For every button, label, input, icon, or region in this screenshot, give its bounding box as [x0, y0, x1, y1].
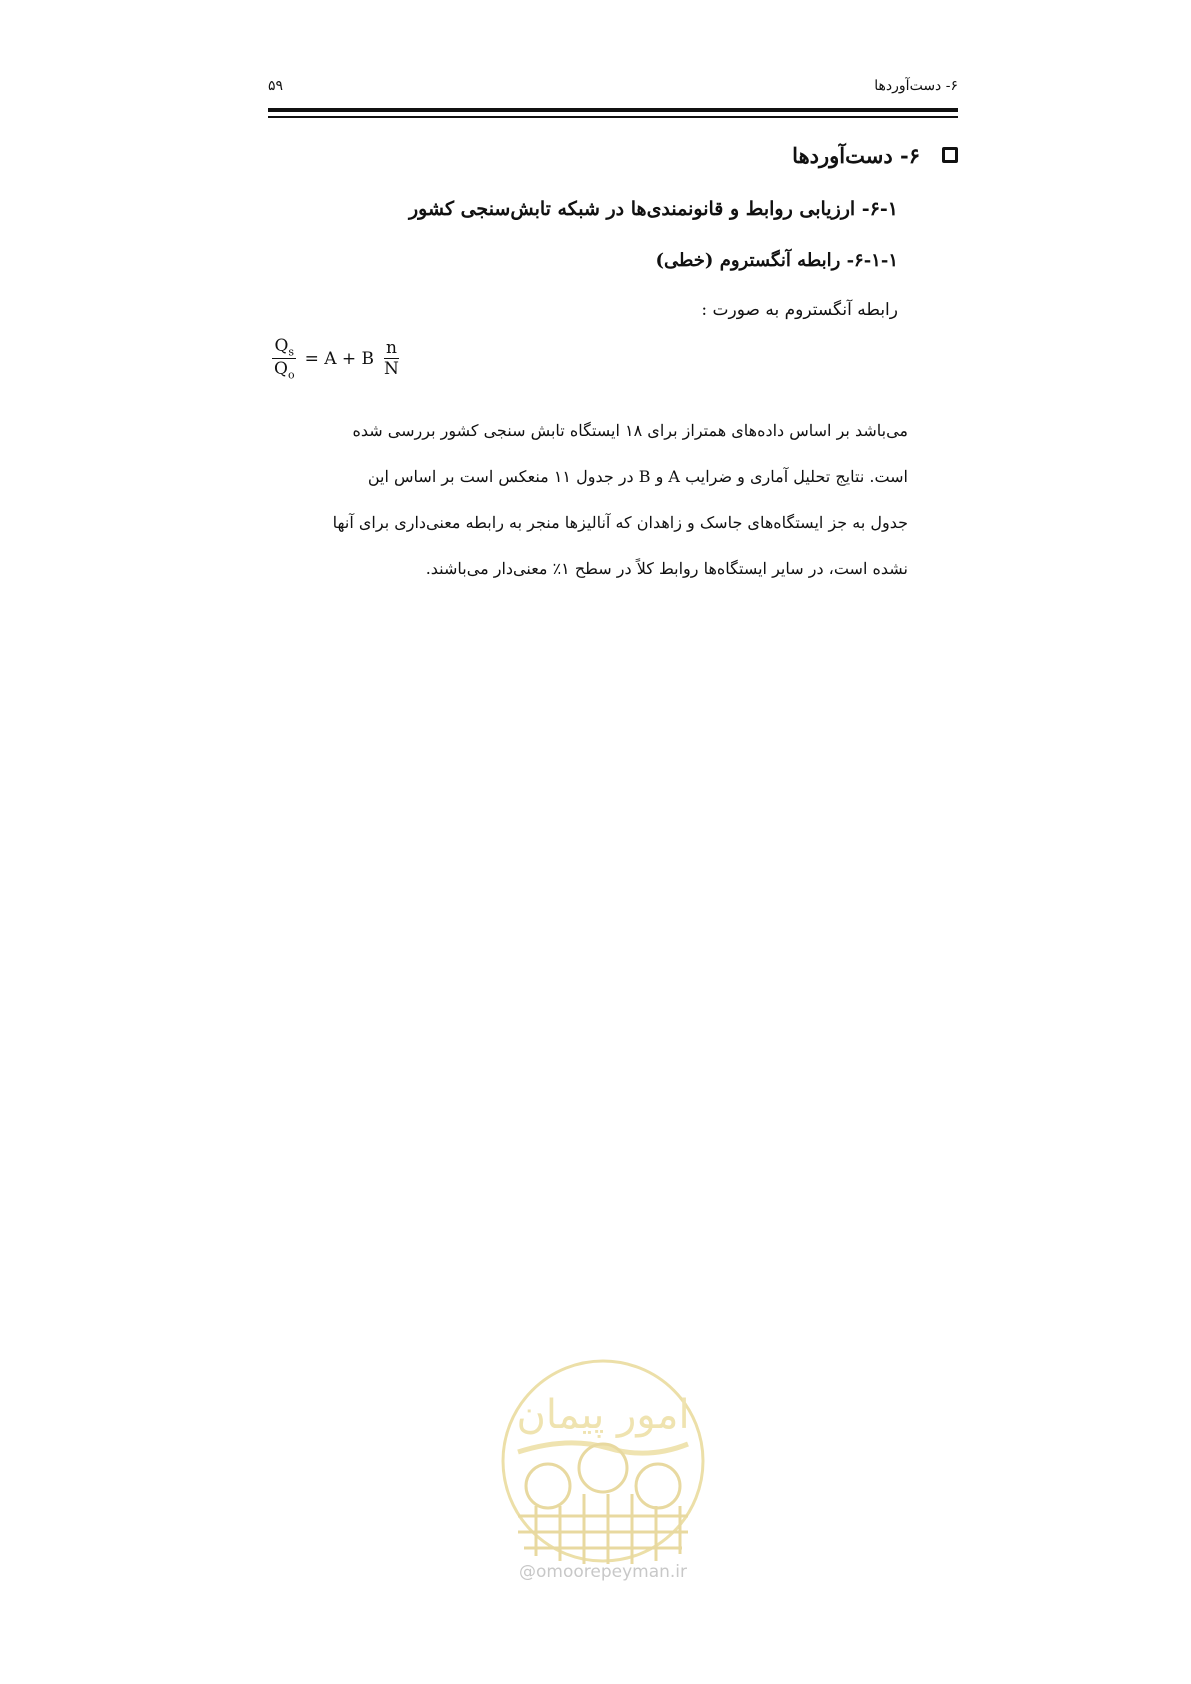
page-number: ۵۹ [268, 78, 284, 94]
paragraph-line: می‌باشد بر اساس داده‌های همتراز برای ۱۸ ایستگاه تابش سنجی کشور بررسی شده [352, 421, 908, 440]
formula-lhs-fraction [272, 338, 297, 381]
angstrom-formula [272, 338, 401, 381]
header-rule-thick [268, 108, 958, 112]
body-paragraph [268, 408, 908, 592]
watermark-logo [498, 1356, 708, 1566]
formula-rhs-denominator: N [384, 359, 399, 380]
formula-lhs-denominator-sub: o [287, 368, 295, 382]
section-title: ۶- دست‌آوردها [792, 142, 920, 168]
intro-text: رابطه آنگستروم به صورت : [701, 300, 898, 320]
subsection-heading: ۶-۱- ارزیابی روابط و قانونمندی‌ها در شبکه تابش‌سنجی کشور [409, 198, 898, 220]
running-title: ۶- دست‌آوردها [874, 78, 958, 94]
watermark-url: @omoorepeyman.ir [518, 1562, 688, 1582]
formula-lhs-numerator-sub: s [288, 345, 295, 359]
formula-lhs-denominator: Q [274, 359, 288, 380]
paragraph-line: است. نتایج تحلیل آماری و ضرایب A و B در جدول ۱۱ منعکس است بر اساس این [367, 467, 908, 486]
header-rule-thin [268, 116, 958, 118]
section-heading [792, 138, 958, 172]
checkbox-icon [942, 147, 958, 163]
formula-rhs-numerator: n [386, 338, 397, 359]
subsubsection-heading: ۶-۱-۱- رابطه آنگستروم (خطی) [655, 250, 898, 271]
formula-lhs-numerator: Q [274, 336, 289, 356]
formula-rhs-fraction [382, 340, 401, 378]
running-header [268, 76, 958, 102]
paragraph-line: جدول به جز ایستگاه‌های جاسک و زاهدان که آنالیزها منجر به رابطه معنی‌داری برای آنها [332, 513, 908, 532]
paragraph-line: نشده است، در سایر ایستگاه‌ها روابط کلاً در سطح ۱٪ معنی‌دار می‌باشند. [425, 559, 908, 578]
formula-middle: = A + B [304, 349, 375, 370]
watermark-logo-text: امور پیمان [516, 1392, 690, 1438]
